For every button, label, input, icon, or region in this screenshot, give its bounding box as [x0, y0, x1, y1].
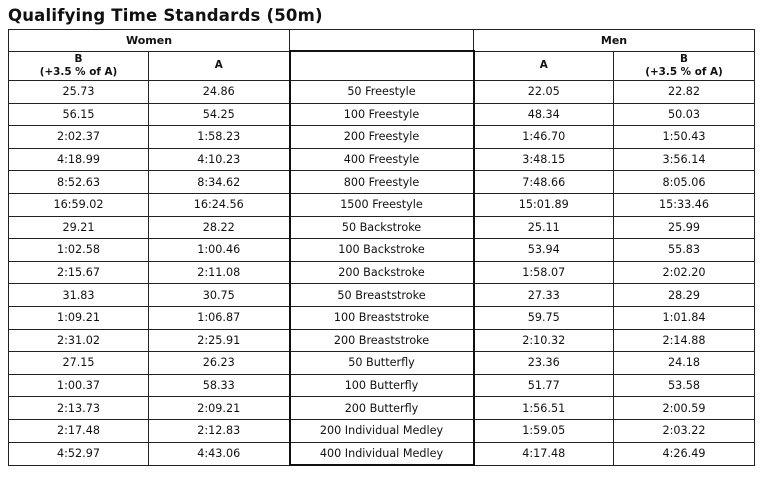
event-cell: 1500 Freestyle: [290, 193, 474, 216]
event-cell: 200 Backstroke: [290, 261, 474, 284]
women-b-label: B: [74, 52, 83, 65]
men-b-cell: 28.29: [614, 284, 755, 307]
table-row: [9, 216, 755, 239]
women-b-cell: 2:13.73: [9, 397, 149, 420]
men-a-cell: 1:59.05: [474, 419, 614, 442]
men-a-cell: 2:10.32: [474, 329, 614, 352]
event-cell: 200 Butterfly: [290, 397, 474, 420]
women-a-cell: 54.25: [149, 103, 290, 126]
table-row: [9, 148, 755, 171]
event-cell: 50 Backstroke: [290, 216, 474, 239]
men-b-cell: 1:50.43: [614, 126, 755, 149]
women-a-cell: 2:12.83: [149, 419, 290, 442]
men-b-cell: 2:00.59: [614, 397, 755, 420]
event-cell: 200 Individual Medley: [290, 419, 474, 442]
event-cell: 50 Breaststroke: [290, 284, 474, 307]
event-cell: 100 Butterfly: [290, 374, 474, 397]
women-a-cell: 28.22: [149, 216, 290, 239]
event-cell: 400 Freestyle: [290, 148, 474, 171]
event-cell: 100 Breaststroke: [290, 306, 474, 329]
women-b-cell: 4:52.97: [9, 442, 149, 465]
women-a-cell: 4:10.23: [149, 148, 290, 171]
table-row: [9, 193, 755, 216]
women-b-cell: 4:18.99: [9, 148, 149, 171]
men-a-cell: 7:48.66: [474, 171, 614, 194]
women-b-header: [9, 51, 149, 81]
women-a-cell: 58.33: [149, 374, 290, 397]
table-row: [9, 126, 755, 149]
men-b-cell: 8:05.06: [614, 171, 755, 194]
men-a-cell: 15:01.89: [474, 193, 614, 216]
women-b-cell: 1:09.21: [9, 306, 149, 329]
men-a-cell: 27.33: [474, 284, 614, 307]
women-a-cell: 2:11.08: [149, 261, 290, 284]
women-b-sub: (+3.5 % of A): [39, 65, 118, 78]
men-a-cell: 22.05: [474, 81, 614, 104]
women-b-cell: 2:31.02: [9, 329, 149, 352]
men-b-cell: 50.03: [614, 103, 755, 126]
event-cell: 200 Freestyle: [290, 126, 474, 149]
table-row: [9, 306, 755, 329]
men-b-cell: 55.83: [614, 239, 755, 262]
men-a-cell: 1:56.51: [474, 397, 614, 420]
table-row: [9, 442, 755, 465]
men-a-header: A: [474, 51, 614, 81]
table-row: [9, 239, 755, 262]
men-a-cell: 25.11: [474, 216, 614, 239]
women-a-cell: 30.75: [149, 284, 290, 307]
women-a-cell: 8:34.62: [149, 171, 290, 194]
women-a-cell: 26.23: [149, 352, 290, 375]
men-b-cell: 15:33.46: [614, 193, 755, 216]
men-b-cell: 24.18: [614, 352, 755, 375]
women-b-cell: 2:17.48: [9, 419, 149, 442]
table-row: [9, 419, 755, 442]
women-b-cell: 1:02.58: [9, 239, 149, 262]
men-a-cell: 48.34: [474, 103, 614, 126]
women-header: Women: [9, 30, 290, 52]
event-cell: 800 Freestyle: [290, 171, 474, 194]
men-b-cell: 1:01.84: [614, 306, 755, 329]
table-row: [9, 397, 755, 420]
men-a-cell: 23.36: [474, 352, 614, 375]
women-a-cell: 24.86: [149, 81, 290, 104]
event-group-header: [290, 30, 474, 52]
event-header: [290, 51, 474, 81]
women-a-cell: 1:58.23: [149, 126, 290, 149]
men-a-cell: 1:58.07: [474, 261, 614, 284]
men-b-cell: 2:02.20: [614, 261, 755, 284]
column-header-row: [9, 51, 755, 81]
table-row: [9, 352, 755, 375]
women-b-cell: 2:15.67: [9, 261, 149, 284]
women-b-cell: 29.21: [9, 216, 149, 239]
table-row: [9, 103, 755, 126]
group-header-row: [9, 30, 755, 52]
women-a-cell: 4:43.06: [149, 442, 290, 465]
women-b-cell: 1:00.37: [9, 374, 149, 397]
women-b-cell: 56.15: [9, 103, 149, 126]
men-b-cell: 2:14.88: [614, 329, 755, 352]
event-cell: 100 Backstroke: [290, 239, 474, 262]
page-title: Qualifying Time Standards (50m): [8, 6, 323, 25]
men-a-cell: 53.94: [474, 239, 614, 262]
men-a-cell: 4:17.48: [474, 442, 614, 465]
women-a-cell: 2:09.21: [149, 397, 290, 420]
men-a-cell: 51.77: [474, 374, 614, 397]
women-b-cell: 2:02.37: [9, 126, 149, 149]
men-b-header: [614, 51, 755, 81]
women-b-cell: 16:59.02: [9, 193, 149, 216]
women-b-cell: 25.73: [9, 81, 149, 104]
men-a-cell: 1:46.70: [474, 126, 614, 149]
table-row: [9, 374, 755, 397]
men-b-cell: 3:56.14: [614, 148, 755, 171]
event-cell: 50 Freestyle: [290, 81, 474, 104]
women-b-cell: 27.15: [9, 352, 149, 375]
table-row: [9, 329, 755, 352]
table-row: [9, 81, 755, 104]
men-b-cell: 53.58: [614, 374, 755, 397]
men-b-cell: 22.82: [614, 81, 755, 104]
women-b-cell: 31.83: [9, 284, 149, 307]
women-a-cell: 1:00.46: [149, 239, 290, 262]
men-b-cell: 4:26.49: [614, 442, 755, 465]
men-b-label: B: [680, 52, 688, 65]
men-header: Men: [474, 30, 755, 52]
event-cell: 200 Breaststroke: [290, 329, 474, 352]
men-b-cell: 25.99: [614, 216, 755, 239]
event-cell: 50 Butterfly: [290, 352, 474, 375]
table-row: [9, 284, 755, 307]
women-a-cell: 16:24.56: [149, 193, 290, 216]
table-row: [9, 261, 755, 284]
table-row: [9, 171, 755, 194]
women-b-cell: 8:52.63: [9, 171, 149, 194]
event-cell: 100 Freestyle: [290, 103, 474, 126]
men-a-cell: 3:48.15: [474, 148, 614, 171]
event-cell: 400 Individual Medley: [290, 442, 474, 465]
women-a-cell: 1:06.87: [149, 306, 290, 329]
men-b-sub: (+3.5 % of A): [645, 65, 723, 78]
men-b-cell: 2:03.22: [614, 419, 755, 442]
women-a-header: A: [149, 51, 290, 81]
men-a-cell: 59.75: [474, 306, 614, 329]
women-a-cell: 2:25.91: [149, 329, 290, 352]
standards-table: [8, 29, 755, 466]
